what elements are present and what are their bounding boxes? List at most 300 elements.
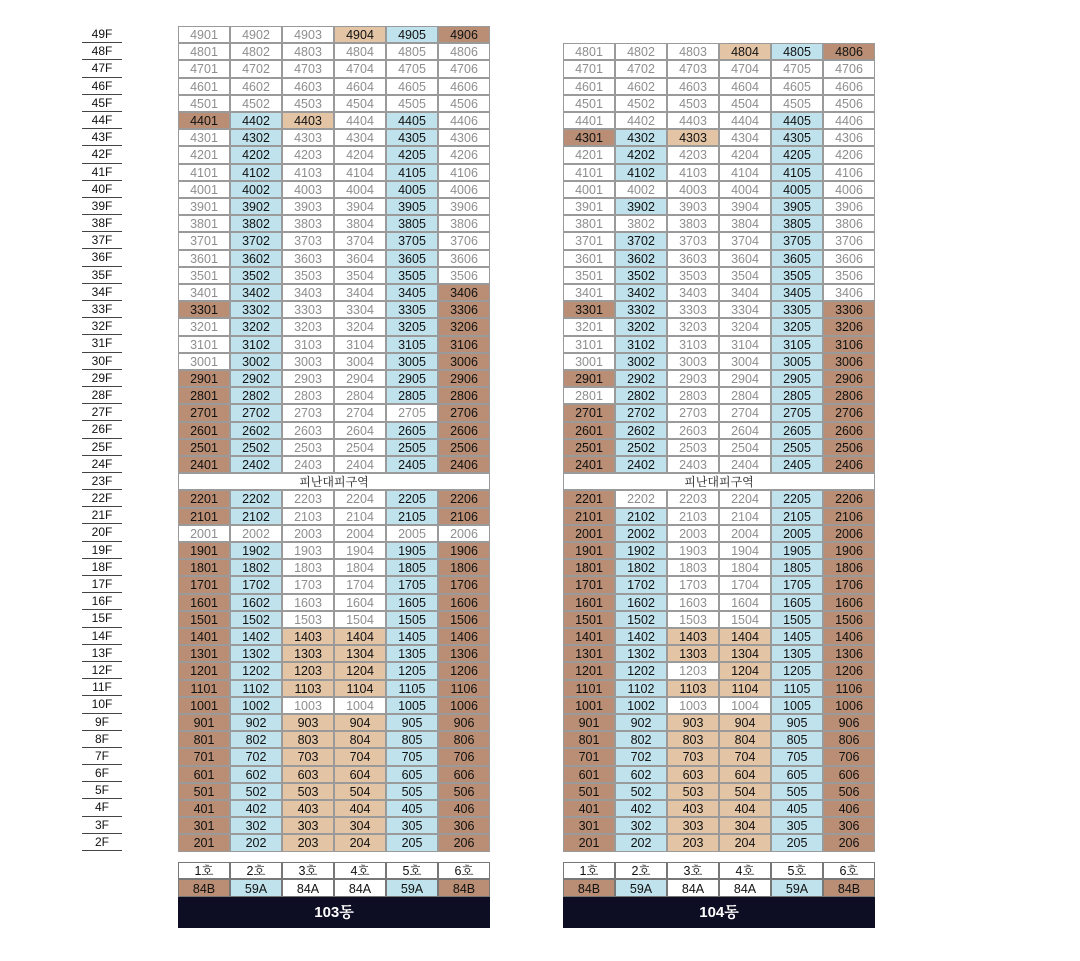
unit-cell: 1103 [667, 680, 719, 697]
unit-cell: 1203 [282, 662, 334, 679]
unit-cell: 2703 [282, 404, 334, 421]
unit-cell: 3702 [230, 232, 282, 249]
unit-cell: 1406 [438, 628, 490, 645]
unit-cell: 4003 [282, 181, 334, 198]
unit-cell: 4703 [667, 60, 719, 77]
unit-cell: 4206 [823, 146, 875, 163]
unit-cell: 4401 [563, 112, 615, 129]
unit-cell: 401 [178, 800, 230, 817]
unit-cell: 4505 [386, 95, 438, 112]
unit-cell: 2804 [719, 387, 771, 404]
unit-cell: 2601 [563, 422, 615, 439]
unit-cell: 4006 [823, 181, 875, 198]
unit-cell: 1105 [771, 680, 823, 697]
unit-cell: 4601 [563, 78, 615, 95]
unit-cell: 2105 [386, 508, 438, 525]
unit-cell: 2701 [178, 404, 230, 421]
unit-cell: 3904 [334, 198, 386, 215]
unit-cell: 1505 [386, 611, 438, 628]
unit-cell: 4403 [282, 112, 334, 129]
unit-cell: 2201 [178, 490, 230, 507]
unit-cell: 2504 [719, 439, 771, 456]
unit-cell: 201 [178, 834, 230, 851]
unit-cell: 1206 [823, 662, 875, 679]
unit-cell: 4506 [438, 95, 490, 112]
unit-cell: 2503 [282, 439, 334, 456]
unit-cell: 1906 [823, 542, 875, 559]
unit-cell: 3706 [438, 232, 490, 249]
floor-label: 23F [82, 473, 122, 490]
unit-cell: 3003 [667, 353, 719, 370]
unit-cell: 1703 [667, 576, 719, 593]
unit-cell: 4404 [334, 112, 386, 129]
floor-label: 13F [82, 645, 122, 662]
unit-cell: 205 [386, 834, 438, 851]
unit-cell: 1805 [771, 559, 823, 576]
unit-cell: 1603 [282, 594, 334, 611]
unit-cell: 3605 [386, 250, 438, 267]
unit-cell: 2905 [386, 370, 438, 387]
unit-cell: 2001 [178, 525, 230, 542]
unit-cell: 4604 [719, 78, 771, 95]
unit-cell: 1006 [438, 697, 490, 714]
unit-cell: 1401 [563, 628, 615, 645]
unit-cell: 1806 [823, 559, 875, 576]
unit-cell: 2601 [178, 422, 230, 439]
unit-cell: 3504 [719, 267, 771, 284]
unit-cell: 3602 [230, 250, 282, 267]
unit-cell: 3502 [230, 267, 282, 284]
unit-cell: 1503 [667, 611, 719, 628]
unit-cell: 805 [386, 731, 438, 748]
unit-cell: 1505 [771, 611, 823, 628]
building-footer [563, 862, 875, 928]
unit-cell: 3302 [615, 301, 667, 318]
unit-cell: 1402 [230, 628, 282, 645]
unit-cell: 3101 [178, 336, 230, 353]
unit-cell: 1001 [563, 697, 615, 714]
unit-cell: 704 [719, 748, 771, 765]
unit-number-label: 3호 [667, 862, 719, 879]
unit-cell: 1203 [667, 662, 719, 679]
unit-cell: 502 [230, 783, 282, 800]
unit-cell: 3104 [719, 336, 771, 353]
unit-cell: 3301 [563, 301, 615, 318]
unit-cell: 3702 [615, 232, 667, 249]
floor-label: 33F [82, 301, 122, 318]
unit-cell: 405 [771, 800, 823, 817]
unit-cell: 3604 [719, 250, 771, 267]
unit-cell: 3405 [386, 284, 438, 301]
unit-cell: 4001 [178, 181, 230, 198]
unit-cell: 2603 [667, 422, 719, 439]
unit-cell: 306 [438, 817, 490, 834]
unit-cell: 601 [563, 766, 615, 783]
unit-cell: 504 [334, 783, 386, 800]
unit-cell: 4403 [667, 112, 719, 129]
unit-cell: 1504 [719, 611, 771, 628]
unit-cell: 2803 [667, 387, 719, 404]
unit-cell: 1804 [334, 559, 386, 576]
unit-cell: 1306 [823, 645, 875, 662]
unit-cell: 3006 [823, 353, 875, 370]
refuge-zone: 피난대피구역 [563, 473, 875, 490]
unit-cell: 2101 [563, 508, 615, 525]
unit-cell: 1306 [438, 645, 490, 662]
unit-cell: 203 [667, 834, 719, 851]
unit-cell: 4101 [178, 164, 230, 181]
unit-cell: 2804 [334, 387, 386, 404]
unit-cell: 4506 [823, 95, 875, 112]
unit-cell: 4606 [438, 78, 490, 95]
unit-cell: 2205 [386, 490, 438, 507]
unit-cell: 4605 [771, 78, 823, 95]
unit-cell: 1402 [615, 628, 667, 645]
unit-cell: 2203 [667, 490, 719, 507]
unit-cell: 4304 [719, 129, 771, 146]
unit-cell: 4202 [615, 146, 667, 163]
unit-cell: 702 [230, 748, 282, 765]
floor-label: 12F [82, 662, 122, 679]
unit-cell: 3905 [386, 198, 438, 215]
unit-cell: 3403 [282, 284, 334, 301]
unit-cell: 3505 [386, 267, 438, 284]
unit-cell: 803 [667, 731, 719, 748]
unit-cell: 3602 [615, 250, 667, 267]
unit-cell: 2401 [563, 456, 615, 473]
unit-cell: 204 [334, 834, 386, 851]
unit-cell: 904 [334, 714, 386, 731]
unit-cell: 1404 [334, 628, 386, 645]
unit-cell: 304 [719, 817, 771, 834]
unit-cell: 1002 [230, 697, 282, 714]
unit-cell: 1201 [178, 662, 230, 679]
floor-label: 8F [82, 731, 122, 748]
unit-cell: 3304 [719, 301, 771, 318]
unit-cell: 3606 [438, 250, 490, 267]
unit-cell: 4805 [771, 43, 823, 60]
unit-cell: 2706 [438, 404, 490, 421]
unit-cell: 1204 [334, 662, 386, 679]
unit-cell: 204 [719, 834, 771, 851]
unit-cell: 4001 [563, 181, 615, 198]
unit-cell: 1705 [386, 576, 438, 593]
unit-cell: 401 [563, 800, 615, 817]
unit-cell: 2206 [823, 490, 875, 507]
unit-cell: 2505 [771, 439, 823, 456]
unit-cell: 604 [334, 766, 386, 783]
floor-label: 22F [82, 490, 122, 507]
unit-cell: 1104 [719, 680, 771, 697]
unit-cell: 1305 [771, 645, 823, 662]
unit-cell: 4605 [386, 78, 438, 95]
unit-cell: 1206 [438, 662, 490, 679]
unit-cell: 4701 [178, 60, 230, 77]
unit-cell: 302 [615, 817, 667, 834]
unit-cell: 4706 [823, 60, 875, 77]
unit-cell: 2002 [230, 525, 282, 542]
unit-cell: 2203 [282, 490, 334, 507]
unit-cell: 3505 [771, 267, 823, 284]
unit-cell: 1701 [563, 576, 615, 593]
unit-cell: 3302 [230, 301, 282, 318]
unit-type-row [178, 879, 490, 897]
unit-cell: 3701 [178, 232, 230, 249]
floor-label: 28F [82, 387, 122, 404]
unit-type-label: 59A [615, 879, 667, 897]
unit-cell: 2405 [386, 456, 438, 473]
unit-cell: 1504 [334, 611, 386, 628]
unit-cell: 3901 [178, 198, 230, 215]
floor-label: 27F [82, 404, 122, 421]
unit-cell: 1801 [178, 559, 230, 576]
unit-cell: 4502 [230, 95, 282, 112]
unit-cell: 3605 [771, 250, 823, 267]
unit-cell: 3805 [771, 215, 823, 232]
unit-cell: 3002 [230, 353, 282, 370]
unit-cell: 3206 [438, 318, 490, 335]
unit-cell: 303 [667, 817, 719, 834]
unit-cell: 2401 [178, 456, 230, 473]
unit-cell: 4106 [823, 164, 875, 181]
unit-cell: 605 [386, 766, 438, 783]
unit-cell: 1606 [438, 594, 490, 611]
unit-cell: 4304 [334, 129, 386, 146]
unit-cell: 3801 [563, 215, 615, 232]
unit-cell: 3203 [282, 318, 334, 335]
unit-cell: 4106 [438, 164, 490, 181]
unit-cell: 1205 [771, 662, 823, 679]
unit-cell: 3106 [823, 336, 875, 353]
unit-cell: 2906 [823, 370, 875, 387]
unit-cell: 3006 [438, 353, 490, 370]
unit-cell: 4501 [563, 95, 615, 112]
unit-cell: 3404 [334, 284, 386, 301]
unit-cell: 903 [667, 714, 719, 731]
unit-cell: 1704 [334, 576, 386, 593]
unit-cell: 3904 [719, 198, 771, 215]
unit-cell: 1605 [771, 594, 823, 611]
unit-cell: 801 [178, 731, 230, 748]
unit-cell: 3705 [771, 232, 823, 249]
unit-cell: 702 [615, 748, 667, 765]
unit-cell: 2103 [282, 508, 334, 525]
unit-cell: 2702 [230, 404, 282, 421]
unit-cell: 1801 [563, 559, 615, 576]
unit-cell: 1901 [563, 542, 615, 559]
unit-cell: 4806 [823, 43, 875, 60]
unit-cell: 2603 [282, 422, 334, 439]
unit-cell: 806 [823, 731, 875, 748]
unit-cell: 2003 [282, 525, 334, 542]
unit-cell: 3204 [334, 318, 386, 335]
unit-cell: 4204 [719, 146, 771, 163]
unit-cell: 1506 [438, 611, 490, 628]
unit-cell: 4604 [334, 78, 386, 95]
unit-cell: 2505 [386, 439, 438, 456]
unit-grid [178, 26, 490, 852]
unit-cell: 3101 [563, 336, 615, 353]
unit-cell: 4205 [771, 146, 823, 163]
unit-cell: 3304 [334, 301, 386, 318]
unit-cell: 306 [823, 817, 875, 834]
unit-cell: 3104 [334, 336, 386, 353]
unit-cell: 2704 [334, 404, 386, 421]
unit-cell: 2801 [178, 387, 230, 404]
unit-cell: 1704 [719, 576, 771, 593]
unit-cell: 1501 [563, 611, 615, 628]
unit-cell: 704 [334, 748, 386, 765]
unit-cell: 2605 [771, 422, 823, 439]
unit-cell: 2103 [667, 508, 719, 525]
unit-cell: 3202 [230, 318, 282, 335]
unit-cell: 2506 [438, 439, 490, 456]
unit-cell: 1102 [615, 680, 667, 697]
unit-cell: 4104 [334, 164, 386, 181]
unit-cell: 406 [823, 800, 875, 817]
unit-cell: 2404 [334, 456, 386, 473]
unit-cell: 2004 [334, 525, 386, 542]
unit-cell: 501 [563, 783, 615, 800]
unit-cell: 2202 [230, 490, 282, 507]
unit-cell: 1904 [334, 542, 386, 559]
unit-cell: 503 [667, 783, 719, 800]
unit-cell: 4002 [615, 181, 667, 198]
unit-cell: 2706 [823, 404, 875, 421]
unit-cell: 2606 [438, 422, 490, 439]
unit-cell: 3003 [282, 353, 334, 370]
unit-cell: 1406 [823, 628, 875, 645]
unit-cell: 2902 [615, 370, 667, 387]
unit-number-label: 2호 [230, 862, 282, 879]
unit-cell: 4405 [771, 112, 823, 129]
unit-cell: 3402 [230, 284, 282, 301]
unit-cell: 703 [282, 748, 334, 765]
floor-label: 34F [82, 284, 122, 301]
unit-cell: 4603 [667, 78, 719, 95]
floor-label: 46F [82, 78, 122, 95]
unit-cell: 2803 [282, 387, 334, 404]
floor-label: 10F [82, 696, 122, 713]
unit-number-row [178, 862, 490, 879]
unit-cell: 4203 [667, 146, 719, 163]
floor-label: 14F [82, 628, 122, 645]
unit-cell: 606 [823, 766, 875, 783]
unit-cell: 1502 [615, 611, 667, 628]
unit-cell: 4601 [178, 78, 230, 95]
unit-cell: 1705 [771, 576, 823, 593]
unit-cell: 1604 [334, 594, 386, 611]
unit-cell: 2002 [615, 525, 667, 542]
unit-cell: 1702 [615, 576, 667, 593]
floor-label: 29F [82, 370, 122, 387]
unit-cell: 603 [667, 766, 719, 783]
unit-cell: 301 [563, 817, 615, 834]
unit-cell: 4504 [334, 95, 386, 112]
unit-cell: 2506 [823, 439, 875, 456]
unit-cell: 4201 [178, 146, 230, 163]
unit-cell: 4903 [282, 26, 334, 43]
unit-cell: 1702 [230, 576, 282, 593]
unit-cell: 404 [334, 800, 386, 817]
unit-cell: 3806 [823, 215, 875, 232]
unit-cell: 3106 [438, 336, 490, 353]
unit-cell: 3102 [230, 336, 282, 353]
unit-type-row [563, 879, 875, 897]
unit-cell: 4402 [615, 112, 667, 129]
unit-cell: 2102 [615, 508, 667, 525]
unit-cell: 4502 [615, 95, 667, 112]
unit-cell: 4105 [386, 164, 438, 181]
unit-cell: 4402 [230, 112, 282, 129]
unit-cell: 4005 [771, 181, 823, 198]
unit-type-label: 59A [386, 879, 438, 897]
unit-cell: 1906 [438, 542, 490, 559]
unit-cell: 905 [386, 714, 438, 731]
floor-label: 4F [82, 799, 122, 816]
unit-cell: 3906 [438, 198, 490, 215]
unit-cell: 3503 [282, 267, 334, 284]
unit-type-label: 84B [438, 879, 490, 897]
unit-cell: 2005 [771, 525, 823, 542]
unit-cell: 602 [230, 766, 282, 783]
unit-cell: 2903 [282, 370, 334, 387]
unit-number-label: 1호 [563, 862, 615, 879]
unit-cell: 3604 [334, 250, 386, 267]
unit-cell: 1903 [282, 542, 334, 559]
unit-cell: 303 [282, 817, 334, 834]
unit-cell: 2904 [334, 370, 386, 387]
unit-cell: 3805 [386, 215, 438, 232]
unit-cell: 706 [438, 748, 490, 765]
unit-cell: 3202 [615, 318, 667, 335]
unit-cell: 2004 [719, 525, 771, 542]
floor-label: 49F [82, 26, 122, 43]
unit-cell: 406 [438, 800, 490, 817]
unit-cell: 1303 [667, 645, 719, 662]
unit-cell: 902 [615, 714, 667, 731]
unit-number-label: 4호 [334, 862, 386, 879]
unit-cell: 1201 [563, 662, 615, 679]
unit-cell: 4406 [438, 112, 490, 129]
unit-cell: 305 [771, 817, 823, 834]
unit-cell: 602 [615, 766, 667, 783]
unit-type-label: 84A [334, 879, 386, 897]
floor-label: 24F [82, 456, 122, 473]
unit-cell: 503 [282, 783, 334, 800]
unit-cell: 4603 [282, 78, 334, 95]
unit-cell: 1004 [719, 697, 771, 714]
unit-cell: 4305 [771, 129, 823, 146]
unit-cell: 3406 [438, 284, 490, 301]
unit-cell: 4406 [823, 112, 875, 129]
unit-number-label: 5호 [386, 862, 438, 879]
unit-cell: 3804 [719, 215, 771, 232]
unit-cell: 1806 [438, 559, 490, 576]
unit-cell: 1405 [771, 628, 823, 645]
unit-cell: 4803 [282, 43, 334, 60]
unit-cell: 1501 [178, 611, 230, 628]
unit-cell: 1006 [823, 697, 875, 714]
unit-cell: 3203 [667, 318, 719, 335]
unit-cell: 4302 [615, 129, 667, 146]
unit-cell: 504 [719, 783, 771, 800]
unit-cell: 4503 [282, 95, 334, 112]
unit-cell: 1701 [178, 576, 230, 593]
unit-cell: 4701 [563, 60, 615, 77]
unit-cell: 2604 [719, 422, 771, 439]
unit-cell: 201 [563, 834, 615, 851]
